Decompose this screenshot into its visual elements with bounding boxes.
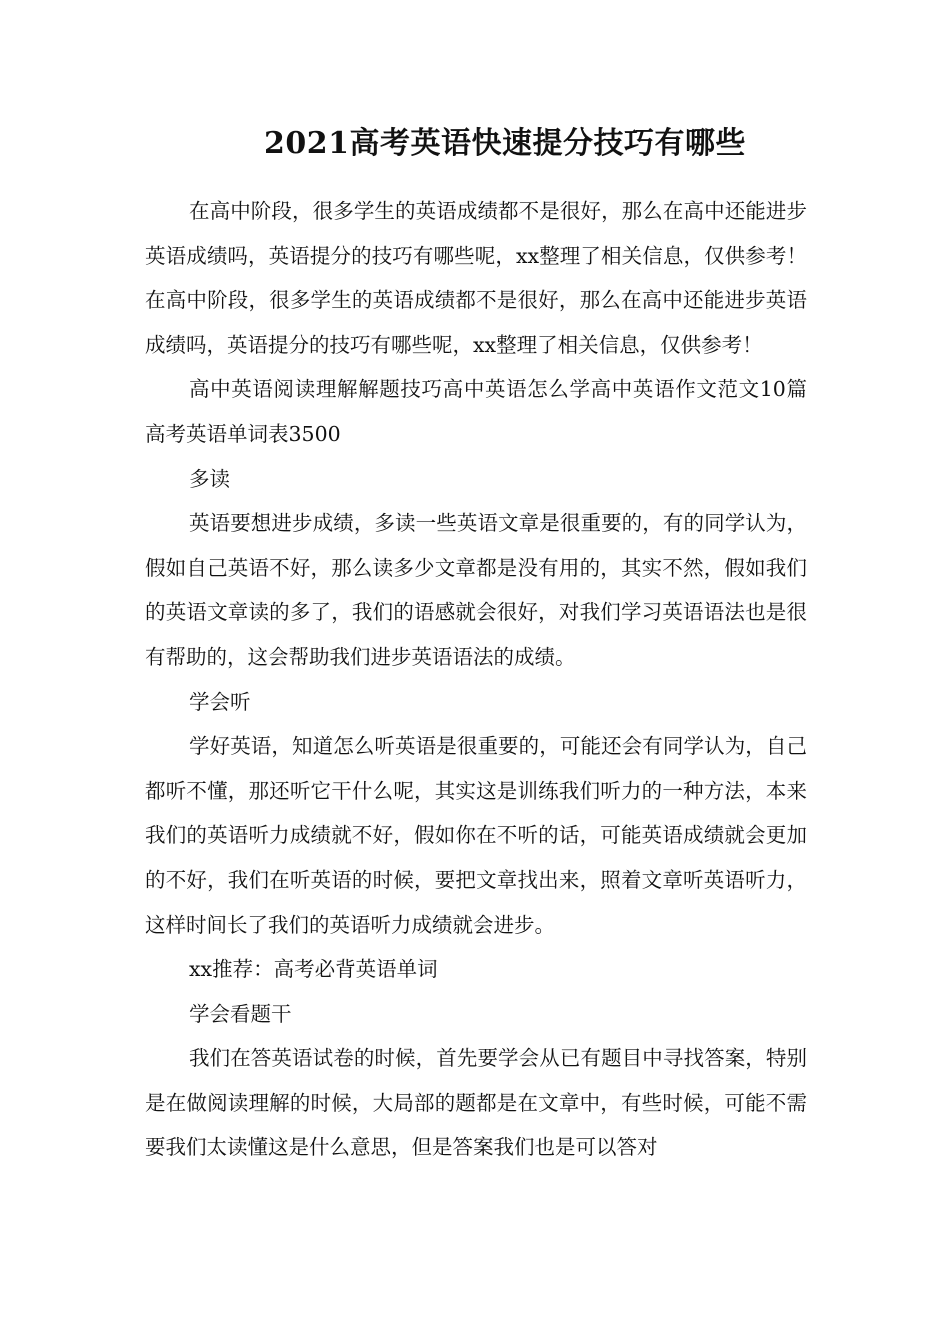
paragraph-read-more: 英语要想进步成绩，多读一些英语文章是很重要的，有的同学认为，假如自己英语不好，那么读多少文章都是没有用的，其实不然，假如我们的英语文章读的多了，我们的语感就会很好，对我们学习英语语法也是很有帮助的，这会帮助我们进步英语语法的成绩。 bbox=[145, 511, 807, 669]
paragraph-intro: 在高中阶段，很多学生的英语成绩都不是很好，那么在高中还能进步英语成绩吗，英语提分的技巧有哪些呢，xx整理了相关信息，仅供参考！在高中阶段，很多学生的英语成绩都不是很好，那么在高中还能进步英语成绩吗，英语提分的技巧有哪些呢，xx整理了相关信息，仅供参考！ bbox=[145, 199, 807, 357]
paragraph-recommendation: xx推荐：高考必背英语单词 bbox=[189, 957, 438, 982]
document-title: 2021高考英语快速提分技巧有哪些 bbox=[264, 126, 746, 161]
document-body bbox=[145, 189, 807, 1170]
paragraph-read-question: 我们在答英语试卷的时候，首先要学会从已有题目中寻找答案，特别是在做阅读理解的时候，大局部的题都是在文章中，有些时候，可能不需要我们太读懂这是什么意思，但是答案我们也是可以答对 bbox=[145, 1046, 807, 1160]
section-heading-read-more: 多读 bbox=[189, 466, 230, 491]
section-heading-read-question: 学会看题干 bbox=[189, 1001, 292, 1026]
section-heading-listen: 学会听 bbox=[189, 689, 251, 714]
paragraph-related-links: 高中英语阅读理解解题技巧高中英语怎么学高中英语作文范文10篇高考英语单词表3500 bbox=[145, 377, 807, 446]
paragraph-listen: 学好英语，知道怎么听英语是很重要的，可能还会有同学认为，自己都听不懂，那还听它干什么呢，其实这是训练我们听力的一种方法，本来我们的英语听力成绩就不好，假如你在不听的话，可能英语成绩就会更加的不好，我们在听英语的时候，要把文章找出来，照着文章听英语听力，这样时间长了我们的英语听力成绩就会进步。 bbox=[145, 734, 807, 937]
